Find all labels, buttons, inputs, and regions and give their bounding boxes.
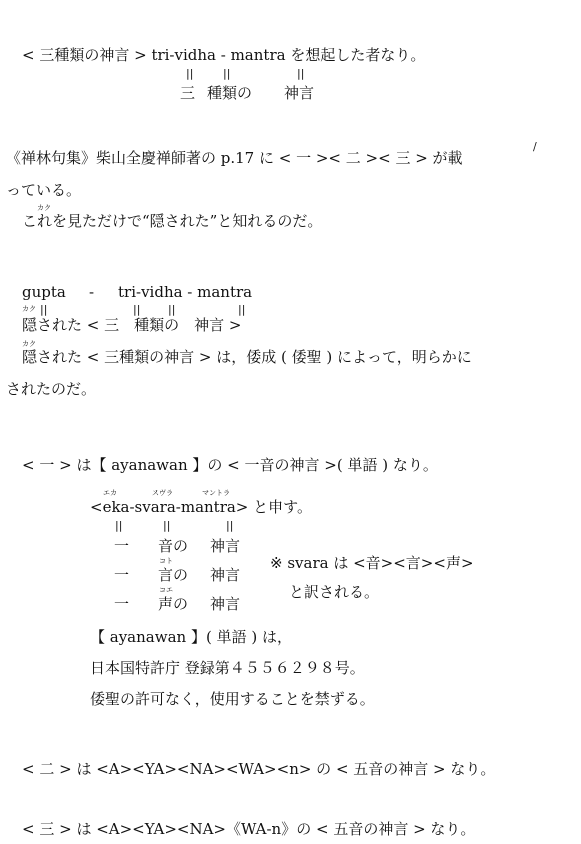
accent-mark: / (533, 140, 537, 153)
line-eka-svara: <eka-svara-mantra> と申す。 (90, 498, 312, 516)
gloss-bar: || (223, 67, 231, 80)
gloss-bar: || (168, 303, 176, 316)
ruby-eka: エカ (103, 489, 117, 497)
gloss-row-end: 神言 (210, 537, 241, 555)
gloss-row-num: 一 (114, 537, 130, 555)
gloss-row-mid: 音の (158, 537, 189, 555)
gloss-bar: || (133, 303, 141, 316)
gloss-row-num: 一 (114, 566, 130, 584)
gloss-row-num: 一 (114, 595, 130, 613)
line-ban: 倭聖の許可なく，使用することを禁ずる。 (90, 690, 375, 708)
ruby-koto: コト (159, 557, 173, 565)
note-translated: と訳される。 (289, 583, 380, 601)
gloss-row-mid: 声の (158, 595, 189, 613)
gloss-bar: || (115, 519, 123, 532)
gloss-kinds: 種類の (207, 84, 253, 102)
gloss-three: 三 (180, 84, 196, 102)
line-hidden: これを見ただけで“隠された”と知れるのだ。 (22, 212, 323, 230)
gupta-gloss: 隠された < 三 種類の 神言 > (22, 316, 242, 334)
line-ni: < 二 > は <A><YA><NA><WA><n> の < 五音の神言 > なり。 (22, 760, 496, 778)
line-revealed: 隠された < 三種類の神言 > は，倭成 ( 倭聖 ) によって，明らかに (22, 348, 472, 366)
note-svara: ※ svara は <音><言><声> (270, 554, 474, 572)
gloss-row-mid: 言の (158, 566, 189, 584)
gloss-row-end: 神言 (210, 566, 241, 584)
line-zenrin: 《禅林句集》柴山全慶禅師著の p.17 に < 一 >< 二 >< 三 > が載 (6, 149, 463, 167)
line-san: < 三 > は <A><YA><NA>《WA-n》の < 五音の神言 > なり。 (22, 820, 476, 838)
line-ayanawan: 【 ayanawan 】( 単語 ) は， (90, 628, 292, 646)
word-dash: - (89, 283, 95, 301)
gloss-bar: || (163, 519, 171, 532)
gloss-bar: || (238, 303, 246, 316)
gloss-row-end: 神言 (210, 595, 241, 613)
ruby-svara: スヴラ (152, 489, 173, 497)
line-ichi: < 一 > は【 ayanawan 】の < 一音の神言 >( 単語 ) なり。 (22, 456, 438, 474)
ruby-kaku: カク (22, 340, 36, 348)
ruby-koe: コエ (159, 586, 173, 594)
gloss-bar: || (40, 303, 48, 316)
line-tri-vidha: < 三種類の神言 > tri-vidha - mantra を想起した者なり。 (22, 46, 426, 64)
gloss-bar: || (226, 519, 234, 532)
line-revealed-cont: されたのだ。 (6, 380, 97, 398)
word-gupta: gupta (22, 283, 66, 301)
gloss-bar: || (186, 67, 194, 80)
line-zenrin-cont: っている。 (6, 181, 82, 199)
ruby-kaku: カク (37, 204, 51, 212)
line-patent: 日本国特許庁 登録第４５５６２９８号。 (90, 659, 365, 677)
ruby-mantra: マントラ (202, 489, 230, 497)
gloss-mantra: 神言 (284, 84, 315, 102)
ruby-kaku: カク (22, 305, 36, 313)
word-tri-vidha: tri-vidha - mantra (118, 283, 253, 301)
gloss-bar: || (297, 67, 305, 80)
